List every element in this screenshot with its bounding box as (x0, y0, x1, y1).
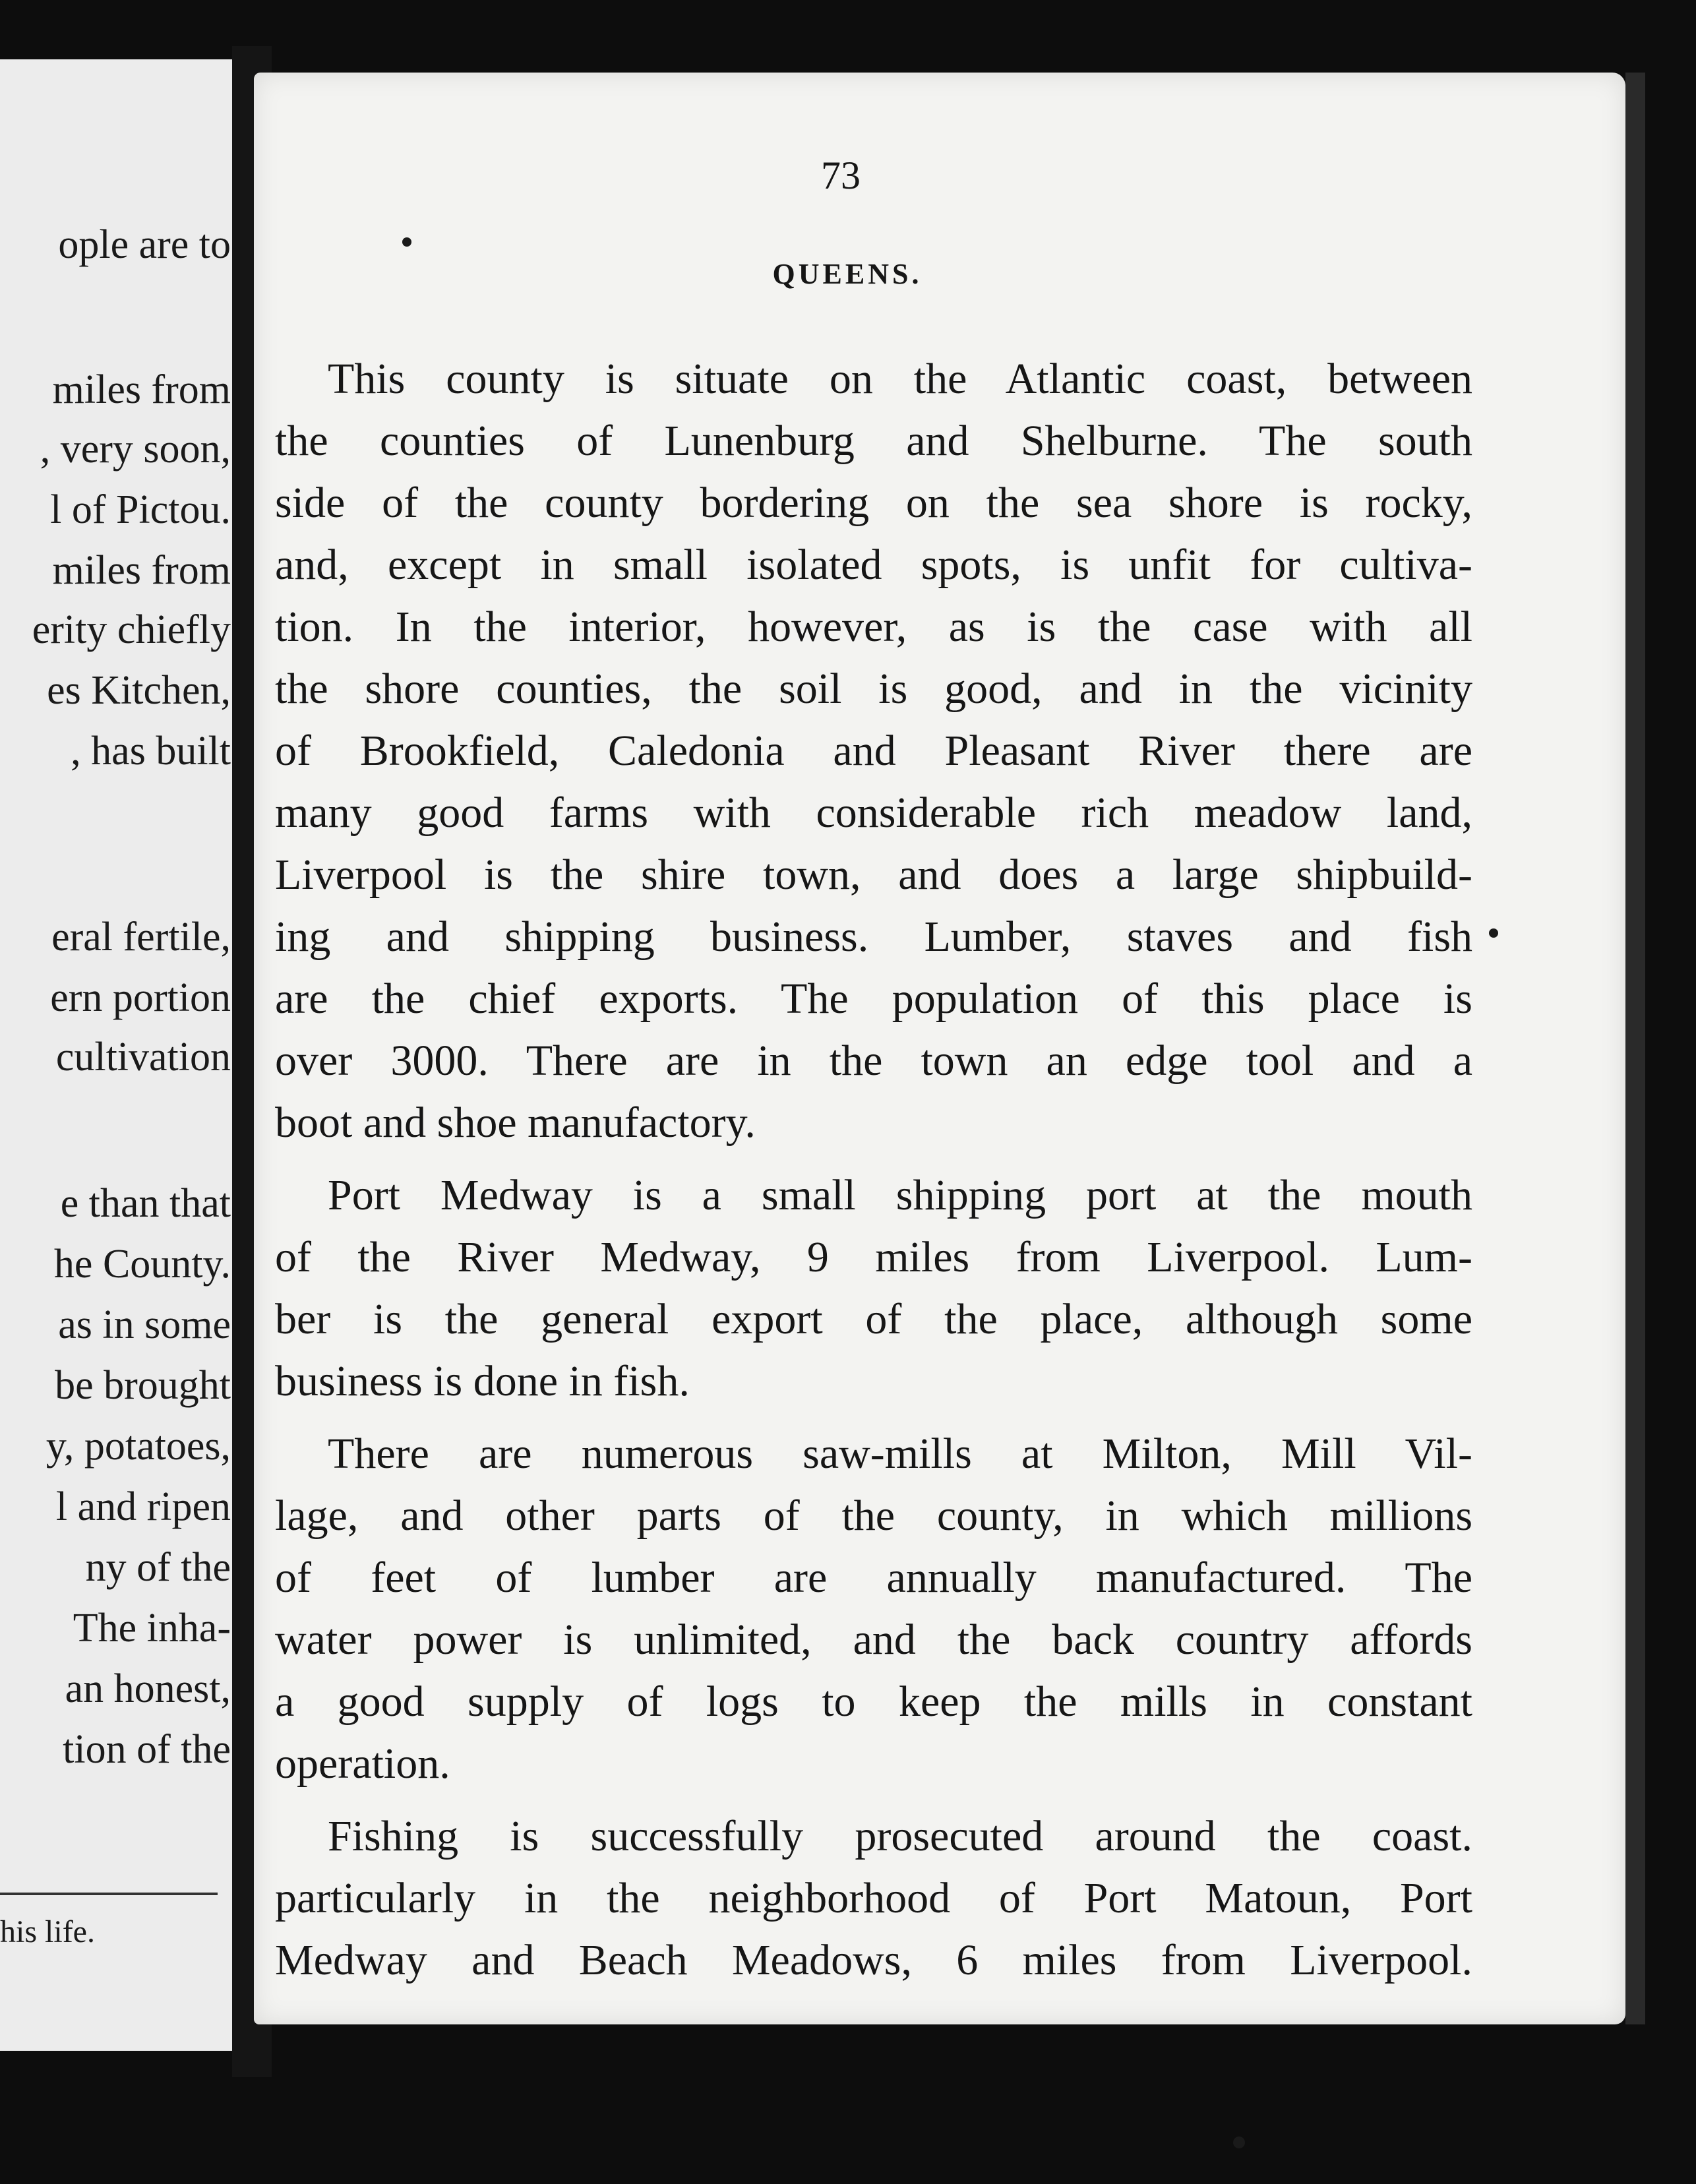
left-page-line: eral fertile, (51, 915, 231, 959)
left-page-line: cultivation (55, 1035, 231, 1079)
left-page-line: es Kitchen, (47, 668, 231, 713)
text-line: There are numerous saw-mills at Milton, Mill Vil- (328, 1430, 1472, 1478)
text-line: a good supply of logs to keep the mills in constant (275, 1678, 1472, 1726)
paragraph-gap (275, 1412, 1472, 1423)
text-line: Medway and Beach Meadows, 6 miles from Liverpool. (275, 1936, 1472, 1984)
text-line: ing and shipping business. Lumber, staves and fish (275, 913, 1472, 961)
text-line: business is done in fish. (275, 1357, 690, 1405)
text-line: many good farms with considerable rich meadow land, (275, 789, 1472, 837)
left-page-line: be brought (55, 1363, 231, 1408)
ink-speck (402, 237, 411, 247)
text-line: ber is the general export of the place, although some (275, 1295, 1472, 1343)
left-page-line: as in some (58, 1302, 231, 1347)
left-page-line: y, potatoes, (45, 1424, 231, 1469)
paragraph-gap (275, 1154, 1472, 1165)
footnote-rule (0, 1893, 218, 1895)
page (254, 73, 1625, 2024)
text-line: the shore counties, the soil is good, and in the vicinity (275, 665, 1472, 713)
paragraph (275, 1805, 1472, 1991)
paragraph (275, 1423, 1472, 1795)
left-page-line: l and ripen (55, 1484, 231, 1529)
left-page-line: ople are to (58, 222, 231, 267)
left-page-line: ny of the (85, 1545, 231, 1590)
left-page-fragment (0, 59, 239, 2051)
text-line: side of the county bordering on the sea shore is rocky, (275, 479, 1472, 527)
body-text (275, 348, 1472, 1991)
ink-speck (1233, 2137, 1245, 2148)
left-page-line: he County. (53, 1242, 231, 1287)
left-page-footnote: his life. (0, 1914, 95, 1949)
paragraph (275, 1165, 1472, 1412)
text-line: lage, and other parts of the county, in which millions (275, 1492, 1472, 1540)
left-page-line: The inha- (73, 1606, 231, 1651)
left-page-line: e than that (60, 1181, 231, 1226)
section-heading: QUEENS. (772, 258, 923, 290)
text-line: are the chief exports. The population of this place is (275, 975, 1472, 1023)
text-line: This county is situate on the Atlantic coast, between (328, 355, 1472, 403)
text-line: water power is unlimited, and the back country affords (275, 1616, 1472, 1664)
text-line: operation. (275, 1740, 450, 1788)
paragraph (275, 348, 1472, 1154)
text-line: over 3000. There are in the town an edge tool and a (275, 1037, 1472, 1085)
left-page-line: tion of the (63, 1727, 231, 1772)
text-line: tion. In the interior, however, as is the case with all (275, 603, 1472, 651)
text-line: of the River Medway, 9 miles from Liverpool. Lum- (275, 1233, 1472, 1281)
text-line: and, except in small isolated spots, is unfit for cultiva- (275, 541, 1472, 589)
left-page-line: l of Pictou. (50, 487, 231, 532)
text-line: Liverpool is the shire town, and does a large shipbuild- (275, 851, 1472, 899)
text-line: of Brookfield, Caledonia and Pleasant River there are (275, 727, 1472, 775)
text-line: the counties of Lunenburg and Shelburne. The south (275, 417, 1472, 465)
left-page-line: an honest, (65, 1666, 231, 1711)
text-line: boot and shoe manufactory. (275, 1099, 756, 1147)
left-page-line: miles from (52, 367, 231, 412)
left-page-line: , very soon, (40, 427, 231, 471)
left-page-line: miles from (52, 548, 231, 593)
left-page-line: ern portion (50, 975, 231, 1020)
left-page-line: , has built (71, 729, 231, 774)
page-number: 73 (821, 154, 861, 197)
paragraph-gap (275, 1795, 1472, 1805)
left-page-line: erity chiefly (32, 607, 231, 652)
page-edge-shadow (1625, 73, 1645, 2024)
text-line: particularly in the neighborhood of Port Matoun, Port (275, 1874, 1472, 1922)
text-line: Fishing is successfully prosecuted around the coast. (328, 1812, 1472, 1860)
text-line: Port Medway is a small shipping port at the mouth (328, 1171, 1472, 1219)
text-line: of feet of lumber are annually manufactured. The (275, 1554, 1472, 1602)
ink-speck (1489, 928, 1498, 938)
